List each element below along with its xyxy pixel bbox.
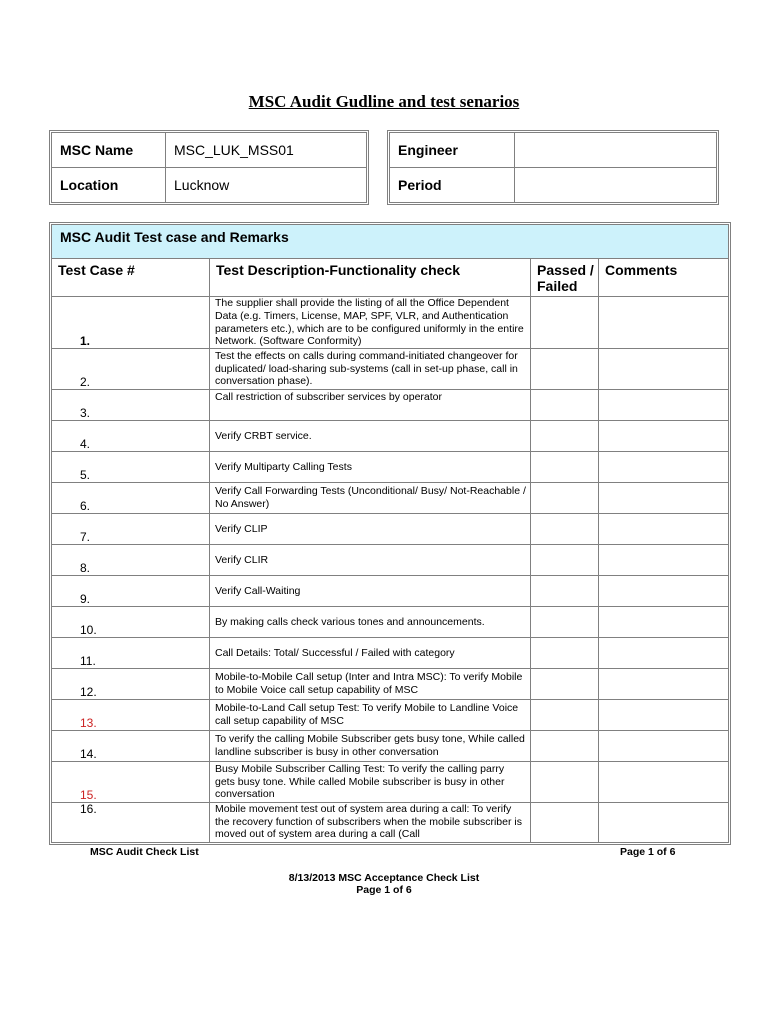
passed-failed-cell [531, 390, 599, 421]
test-case-number: 10. [52, 607, 210, 638]
location-value: Lucknow [166, 168, 367, 203]
test-description: Mobile-to-Land Call setup Test: To verify Mobile to Landline Voice call setup capability of MSC [210, 700, 531, 731]
test-description: Verify Call Forwarding Tests (Unconditional/ Busy/ Not-Reachable / No Answer) [210, 483, 531, 514]
table-row [52, 638, 729, 669]
table-row [52, 731, 729, 762]
test-description: Test the effects on calls during command-initiated changeover for duplicated/ load-sharing sub-systems (call in set-up phase, call in conversation phase). [210, 349, 531, 390]
table-row [52, 349, 729, 390]
passed-failed-cell [531, 638, 599, 669]
test-description: Call restriction of subscriber services by operator [210, 390, 531, 421]
comments-cell [599, 803, 729, 843]
comments-cell [599, 483, 729, 514]
table-row [52, 669, 729, 700]
test-description: Verify Call-Waiting [210, 576, 531, 607]
test-description: Verify CRBT service. [210, 421, 531, 452]
period-value [515, 168, 717, 203]
test-case-number: 3. [52, 390, 210, 421]
info-box-left [49, 130, 369, 205]
test-case-number: 15. [52, 762, 210, 803]
passed-failed-cell [531, 607, 599, 638]
engineer-value [515, 133, 717, 168]
location-label: Location [52, 168, 166, 203]
test-description: Call Details: Total/ Successful / Failed with category [210, 638, 531, 669]
engineer-label: Engineer [390, 133, 515, 168]
table-row [52, 607, 729, 638]
test-description: Verify Multiparty Calling Tests [210, 452, 531, 483]
passed-failed-cell [531, 576, 599, 607]
comments-cell [599, 545, 729, 576]
test-case-number: 14. [52, 731, 210, 762]
info-box-right [387, 130, 719, 205]
test-case-number: 5. [52, 452, 210, 483]
test-case-number: 6. [52, 483, 210, 514]
test-case-number: 8. [52, 545, 210, 576]
test-description: The supplier shall provide the listing of all the Office Dependent Data (e.g. Timers, License, MAP, SPF, VLR, and Authentication parameters etc.), which are to be configured uniformly in the entire Network. (Software Conformity) [210, 297, 531, 349]
passed-failed-cell [531, 514, 599, 545]
msc-name-value: MSC_LUK_MSS01 [166, 133, 367, 168]
table-row [52, 803, 729, 843]
comments-cell [599, 514, 729, 545]
test-case-number: 13. [52, 700, 210, 731]
passed-failed-cell [531, 731, 599, 762]
comments-cell [599, 390, 729, 421]
table-banner: MSC Audit Test case and Remarks [52, 225, 729, 259]
test-case-number: 11. [52, 638, 210, 669]
passed-failed-cell [531, 349, 599, 390]
comments-cell [599, 349, 729, 390]
test-case-number: 2. [52, 349, 210, 390]
test-description: To verify the calling Mobile Subscriber gets busy tone, While called landline subscriber is busy in other conversation [210, 731, 531, 762]
comments-cell [599, 421, 729, 452]
passed-failed-cell [531, 762, 599, 803]
period-label: Period [390, 168, 515, 203]
passed-failed-cell [531, 803, 599, 843]
passed-failed-cell [531, 483, 599, 514]
footer-center-line2: Page 1 of 6 [356, 884, 412, 896]
comments-cell [599, 731, 729, 762]
passed-failed-cell [531, 452, 599, 483]
comments-cell [599, 576, 729, 607]
passed-failed-cell [531, 421, 599, 452]
test-case-number: 9. [52, 576, 210, 607]
document-title [0, 92, 768, 112]
test-description: By making calls check various tones and announcements. [210, 607, 531, 638]
table-row [52, 576, 729, 607]
comments-cell [599, 297, 729, 349]
comments-cell [599, 700, 729, 731]
table-row [52, 390, 729, 421]
table-row [52, 297, 729, 349]
table-row [52, 452, 729, 483]
header-comments: Comments [599, 259, 729, 297]
test-description: Verify CLIR [210, 545, 531, 576]
test-case-number: 4. [52, 421, 210, 452]
comments-cell [599, 452, 729, 483]
test-description-text: Mobile movement test out of system area during a call: To verify the recovery function of subscribers when the mobile subscriber is moved out of system area during a call (Call [215, 803, 522, 841]
test-description: Mobile-to-Mobile Call setup (Inter and Intra MSC): To verify Mobile to Mobile Voice call setup capability of MSC [210, 669, 531, 700]
header-passed-failed: Passed / Failed [531, 259, 599, 297]
comments-cell [599, 638, 729, 669]
table-row [52, 421, 729, 452]
passed-failed-cell [531, 297, 599, 349]
test-description [210, 803, 531, 843]
table-row [52, 700, 729, 731]
document-title-text: MSC Audit Gudline and test senarios [248, 92, 520, 111]
passed-failed-cell [531, 545, 599, 576]
footer-right: Page 1 of 6 [620, 846, 676, 858]
header-test-case: Test Case # [52, 259, 210, 297]
test-case-number: 1. [52, 297, 210, 349]
test-case-number: 7. [52, 514, 210, 545]
table-row [52, 483, 729, 514]
footer-left: MSC Audit Check List [90, 846, 199, 858]
passed-failed-cell [531, 700, 599, 731]
passed-failed-cell [531, 669, 599, 700]
test-case-table [49, 222, 731, 845]
msc-name-label: MSC Name [52, 133, 166, 168]
comments-cell [599, 607, 729, 638]
table-header-row [52, 259, 729, 297]
table-row [52, 514, 729, 545]
comments-cell [599, 762, 729, 803]
footer-center-line1: 8/13/2013 MSC Acceptance Check List [288, 872, 480, 884]
test-case-number: 16. [52, 803, 210, 843]
comments-cell [599, 669, 729, 700]
table-row [52, 762, 729, 803]
test-description: Verify CLIP [210, 514, 531, 545]
table-row [52, 545, 729, 576]
header-description: Test Description-Functionality check [210, 259, 531, 297]
test-case-number: 12. [52, 669, 210, 700]
test-description: Busy Mobile Subscriber Calling Test: To verify the calling parry gets busy tone. While called Mobile subscriber is busy in other conversation [210, 762, 531, 803]
